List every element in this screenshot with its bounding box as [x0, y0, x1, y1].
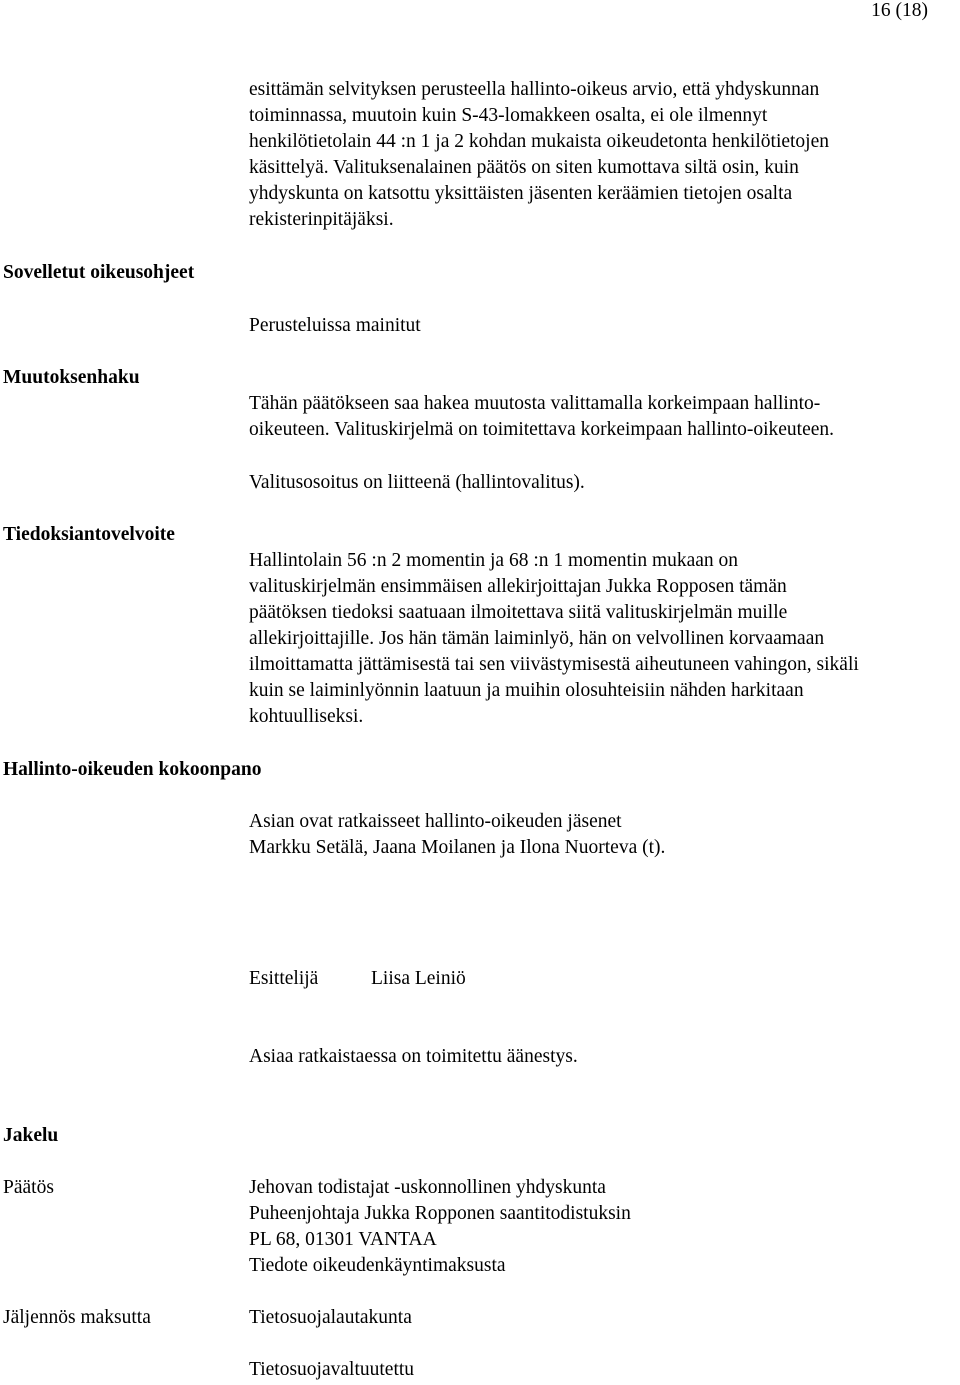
recipient-line: Jehovan todistajat -uskonnollinen yhdyskunta: [249, 1177, 606, 1198]
recipient-line: Tiedote oikeudenkäyntimaksusta: [249, 1255, 506, 1276]
text-line: kohtuulliseksi.: [249, 706, 364, 727]
applied-law-text: Perusteluissa mainitut: [249, 315, 421, 336]
copy-label: Jäljennös maksutta: [3, 1307, 151, 1328]
section-heading-distribution: Jakelu: [3, 1125, 59, 1146]
text-line: esittämän selvityksen perusteella hallinto-oikeus arvio, että yhdyskunnan: [249, 79, 820, 100]
section-heading-court-composition: Hallinto-oikeuden kokoonpano: [3, 759, 262, 780]
court-composition-paragraph: [249, 809, 665, 861]
text-line: Markku Setälä, Jaana Moilanen ja Ilona Nuorteva (t).: [249, 837, 666, 858]
intro-paragraph: [249, 77, 829, 233]
text-line: Tähän päätökseen saa hakea muutosta valittamalla korkeimpaan hallinto-: [249, 393, 821, 414]
page-number: 16 (18): [871, 0, 928, 21]
text-line: päätöksen tiedoksi saatuaan ilmoitettava siitä valituskirjelmän muille: [249, 602, 788, 623]
notification-duty-paragraph: [249, 548, 859, 730]
recipient-line: Puheenjohtaja Jukka Ropponen saantitodistuksin: [249, 1203, 631, 1224]
text-line: rekisterinpitäjäksi.: [249, 209, 394, 230]
text-line: allekirjoittajille. Jos hän tämän laiminlyö, hän on velvollinen korvaamaan: [249, 628, 825, 649]
text-line: oikeuteen. Valituskirjelmä on toimitettava korkeimpaan hallinto-oikeuteen.: [249, 419, 835, 440]
copy-recipient: Tietosuojalautakunta: [249, 1307, 412, 1328]
text-line: henkilötietolain 44 :n 1 ja 2 kohdan mukaista oikeudetonta henkilötietojen: [249, 131, 830, 152]
section-heading-appeal: Muutoksenhaku: [3, 367, 140, 388]
decision-recipients: [249, 1175, 631, 1279]
appeal-paragraph: [249, 391, 834, 443]
decision-label: Päätös: [3, 1177, 54, 1198]
section-heading-notification-duty: Tiedoksiantovelvoite: [3, 524, 175, 545]
text-line: ilmoittamatta jättämisestä tai sen viivästymisestä aiheutuneen vahingon, sikäli: [249, 654, 859, 675]
text-line: Asian ovat ratkaisseet hallinto-oikeuden jäsenet: [249, 811, 622, 832]
copy-recipient: Tietosuojavaltuutettu: [249, 1359, 415, 1380]
text-line: käsittelyä. Valituksenalainen päätös on siten kumottava siltä osin, kuin: [249, 157, 799, 178]
text-line: Hallintolain 56 :n 2 momentin ja 68 :n 1 momentin mukaan on: [249, 550, 739, 571]
text-line: yhdyskunta on katsottu yksittäisten jäsenten keräämien tietojen osalta: [249, 183, 793, 204]
section-heading-applied-law: Sovelletut oikeusohjeet: [3, 262, 195, 283]
vote-note: Asiaa ratkaistaessa on toimitettu äänestys.: [249, 1046, 578, 1067]
recipient-line: PL 68, 01301 VANTAA: [249, 1229, 437, 1250]
text-line: valituskirjelmän ensimmäisen allekirjoittajan Jukka Ropposen tämän: [249, 576, 787, 597]
presenter-name: Liisa Leiniö: [371, 968, 466, 989]
text-line: kuin se laiminlyönnin laatuun ja muihin olosuhteisiin nähden harkitaan: [249, 680, 804, 701]
appeal-instructions-note: Valitusosoitus on liitteenä (hallintovalitus).: [249, 472, 585, 493]
presenter-label: Esittelijä: [249, 968, 319, 989]
text-line: toiminnassa, muutoin kuin S-43-lomakkeen osalta, ei ole ilmennyt: [249, 105, 768, 126]
